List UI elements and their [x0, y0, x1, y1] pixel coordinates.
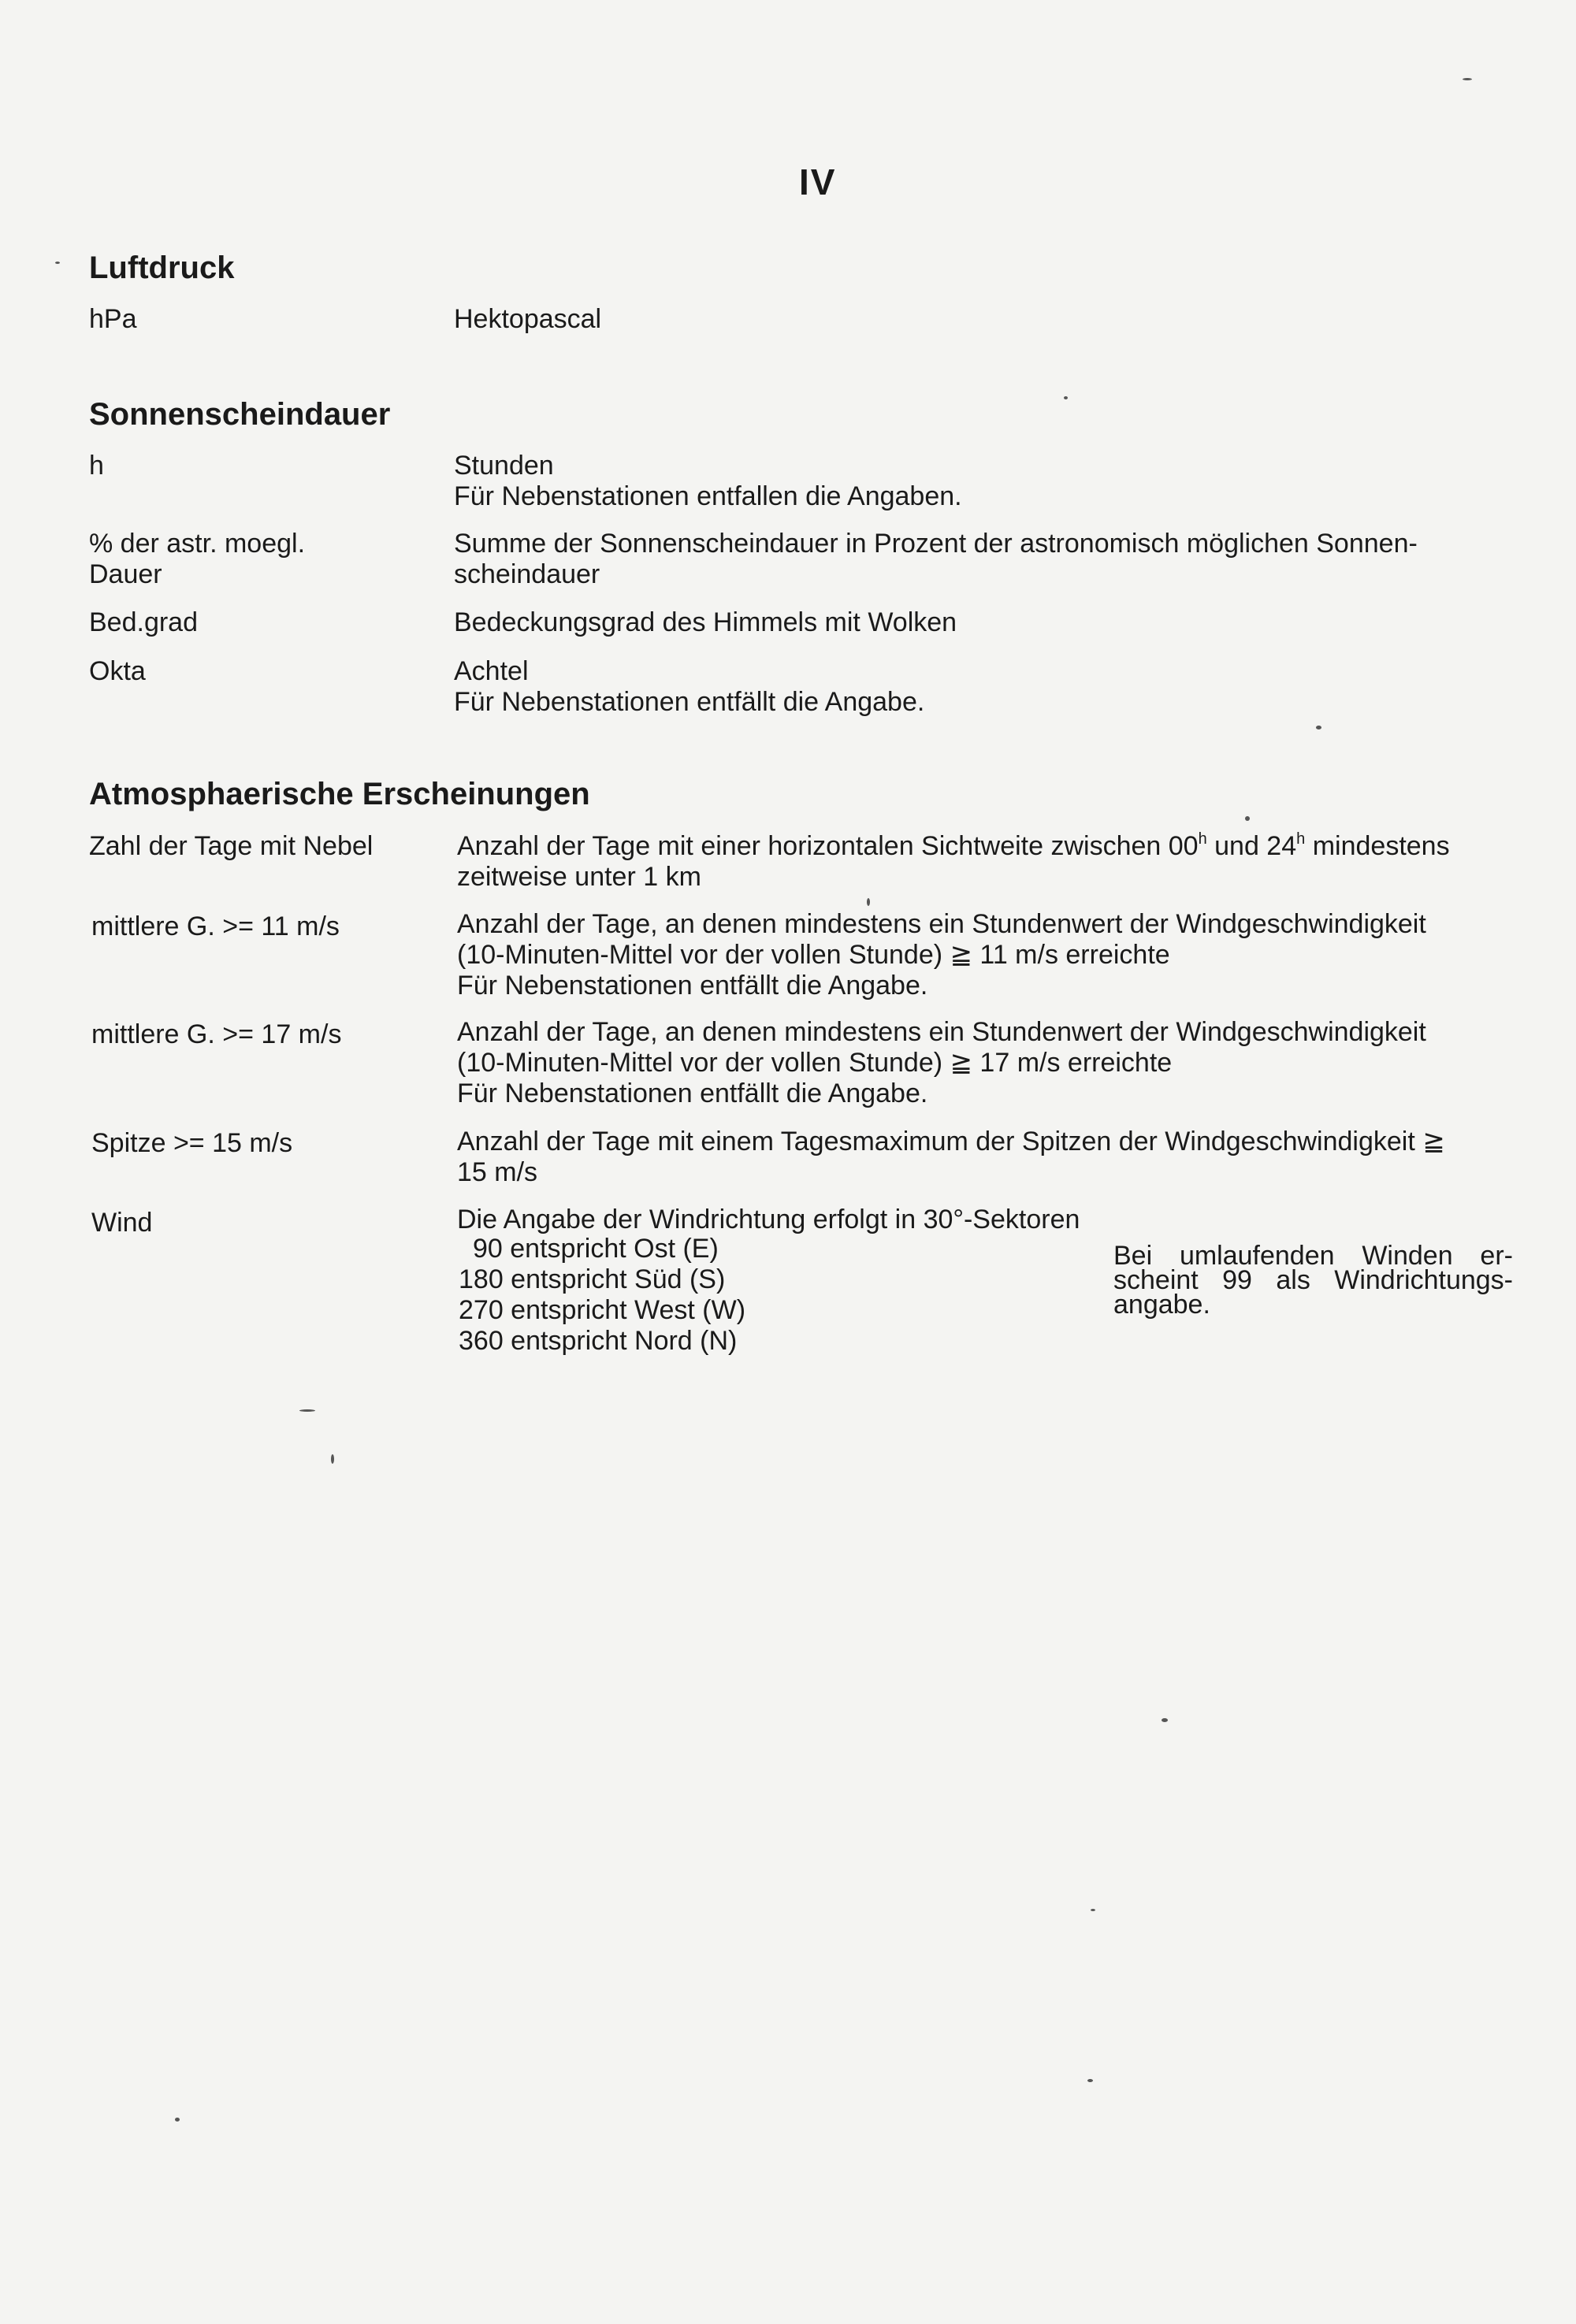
term-okta [89, 656, 428, 687]
term-line: % der astr. moegl. [89, 529, 306, 559]
def-line: Summe der Sonnenscheindauer in Prozent der astronomisch möglichen Sonnen- [454, 529, 1418, 559]
def-line: Anzahl der Tage, an denen mindestens ein Stundenwert der Windgeschwindigkeit [457, 909, 1426, 939]
scan-speck [1463, 78, 1472, 80]
def-line: (10-Minuten-Mittel vor der vollen Stunde) ≧ 17 m/s erreichte [457, 1048, 1173, 1078]
scan-speck [867, 898, 870, 906]
def-line: Anzahl der Tage, an denen mindestens ein Stundenwert der Windgeschwindigkeit [457, 1017, 1426, 1047]
term-percent-astr [89, 529, 428, 590]
wind-direction-item: 360 entspricht Nord (N) [459, 1326, 738, 1356]
def-spitze-15 [457, 1127, 1529, 1188]
term-line: h [89, 451, 104, 481]
scan-speck [55, 262, 60, 264]
def-text: mindestens [1305, 831, 1450, 861]
term-hpa: hPa [89, 304, 137, 334]
section-heading-atmosphaerische: Atmosphaerische Erscheinungen [89, 777, 590, 811]
term-h [89, 451, 428, 481]
def-line: 15 m/s [457, 1157, 538, 1187]
def-bed-grad [454, 607, 1518, 638]
word: 99 [1222, 1265, 1252, 1295]
term-mittlere-11: mittlere G. >= 11 m/s [91, 911, 340, 941]
def-line: Achtel [454, 656, 529, 686]
scan-speck [1245, 816, 1250, 821]
scan-speck [1316, 726, 1321, 729]
scan-speck [1162, 1718, 1168, 1722]
scan-speck [299, 1409, 315, 1412]
def-line: Für Nebenstationen entfällt die Angabe. [457, 971, 928, 1001]
term-mittlere-17: mittlere G. >= 17 m/s [91, 1019, 342, 1049]
def-okta [454, 656, 1518, 718]
def-line: scheindauer [454, 559, 600, 589]
wind-direction-item: 270 entspricht West (W) [459, 1295, 746, 1325]
def-wind-intro: Die Angabe der Windrichtung erfolgt in 30°-Sektoren [457, 1205, 1080, 1234]
scan-speck [331, 1454, 334, 1464]
scan-speck [1087, 2079, 1093, 2082]
term-line: Dauer [89, 559, 162, 589]
term-line: Okta [89, 656, 146, 686]
wind-note-line: angabe. [1113, 1290, 1210, 1320]
def-percent-astr [454, 529, 1518, 590]
wind-note [1113, 1241, 1513, 1320]
term-nebel: Zahl der Tage mit Nebel [89, 831, 374, 861]
def-line [457, 831, 1529, 862]
word: Windrichtungs- [1334, 1265, 1513, 1295]
def-mittlere-17 [457, 1017, 1529, 1109]
def-line: Für Nebenstationen entfällt die Angabe. [457, 1078, 928, 1108]
term-line: Bed.grad [89, 607, 198, 637]
def-line: Bedeckungsgrad des Himmels mit Wolken [454, 607, 957, 637]
def-nebel [457, 831, 1529, 893]
word: er- [1480, 1241, 1513, 1271]
term-wind: Wind [91, 1208, 153, 1238]
wind-direction-item: 90 entspricht Ost (E) [473, 1234, 719, 1264]
superscript: h [1296, 830, 1306, 848]
def-mittlere-11 [457, 909, 1529, 1001]
term-spitze-15: Spitze >= 15 m/s [91, 1128, 293, 1158]
word: als [1276, 1265, 1310, 1295]
term-bed-grad [89, 607, 428, 638]
def-line: Für Nebenstationen entfallen die Angaben. [454, 481, 962, 511]
def-hpa: Hektopascal [454, 304, 602, 334]
word: Winden [1362, 1241, 1453, 1271]
def-line: Für Nebenstationen entfällt die Angabe. [454, 687, 925, 717]
wind-direction-item: 180 entspricht Süd (S) [459, 1264, 726, 1294]
def-line: (10-Minuten-Mittel vor der vollen Stunde) ≧ 11 m/s erreichte [457, 940, 1170, 970]
def-line: Anzahl der Tage mit einem Tagesmaximum der Spitzen der Windgeschwindigkeit ≧ [457, 1127, 1445, 1156]
def-line: Stunden [454, 451, 554, 481]
word: Bei [1113, 1241, 1153, 1271]
section-heading-sonnenscheindauer: Sonnenscheindauer [89, 397, 391, 432]
def-line: zeitweise unter 1 km [457, 862, 701, 892]
def-text: und 24 [1206, 831, 1297, 861]
scan-speck [1064, 396, 1068, 399]
word: scheint [1113, 1265, 1199, 1295]
def-text: Anzahl der Tage mit einer horizontalen Sichtweite zwischen 00 [457, 831, 1199, 861]
def-h [454, 451, 1518, 512]
section-heading-luftdruck: Luftdruck [89, 251, 235, 285]
page-number: IV [799, 161, 837, 202]
scan-speck [1091, 1909, 1095, 1911]
superscript: h [1198, 830, 1207, 848]
wind-direction-list [459, 1234, 745, 1357]
word: umlaufenden [1179, 1241, 1335, 1271]
scan-speck [175, 2118, 180, 2122]
